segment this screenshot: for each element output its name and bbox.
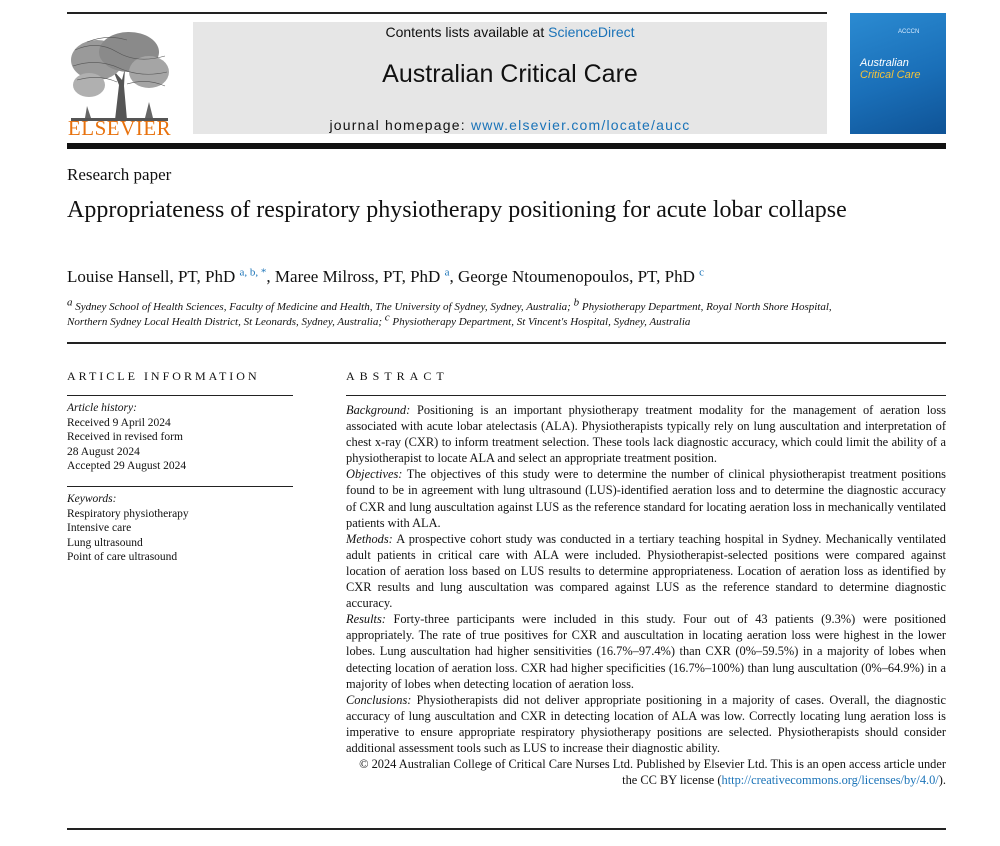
- affiliations: [67, 296, 847, 330]
- history-item: Accepted 29 August 2024: [67, 460, 187, 472]
- abstract-section-objectives: [346, 466, 946, 530]
- affiliation-text: Physiotherapy Department, Royal North Shore Hospital, Northern Sydney Local Health District, St Leonards, Sydney, Australia;: [67, 301, 832, 328]
- section-label: Objectives:: [346, 467, 403, 482]
- paper-title: Appropriateness of respiratory physiotherapy positioning for acute lobar collapse: [67, 197, 847, 223]
- abstract-section-conclusions: [346, 692, 946, 756]
- section-label: Background:: [346, 403, 411, 417]
- sciencedirect-link[interactable]: ScienceDirect: [548, 24, 635, 40]
- keywords-label: Keywords:: [67, 493, 117, 505]
- section-text: A prospective cohort study was conducted in a tertiary teaching hospital in Sydney. Mechanically ventilated adult patients in critical care with ALA were included. Physiotherapist-selected positions were compared against location of aeration loss based on LUS results to determine appropriateness. Location of aeration loss as identified by CXR results and lung auscultation was compared against LUS as the reference standard to determine diagnostic accuracy.: [346, 531, 946, 611]
- author-superscript[interactable]: a, b, *: [239, 266, 267, 279]
- abstract-section-background: [346, 402, 946, 466]
- homepage-line: [193, 117, 827, 133]
- homepage-prefix: journal homepage:: [329, 117, 471, 133]
- history-item: Received in revised form: [67, 431, 183, 443]
- history-item: Received 9 April 2024: [67, 416, 171, 429]
- abstract-rule: [346, 395, 946, 396]
- abstract-section-results: [346, 611, 946, 691]
- author-superscript[interactable]: a: [444, 266, 450, 279]
- section-label: Conclusions:: [346, 692, 412, 707]
- cc-license-link[interactable]: http://creativecommons.org/licenses/by/4.0/: [721, 773, 939, 788]
- section-label: Methods:: [346, 531, 393, 546]
- journal-homepage-link[interactable]: www.elsevier.com/locate/aucc: [470, 117, 691, 133]
- keyword[interactable]: Point of care ultrasound: [67, 551, 178, 563]
- history-label: Article history:: [67, 402, 137, 414]
- contents-prefix: Contents lists available at: [385, 24, 549, 40]
- abstract-heading: ABSTRACT: [346, 369, 449, 383]
- header-thick-rule: [67, 143, 946, 149]
- author-name[interactable]: George Ntoumenopoulos, PT, PhD: [457, 267, 695, 286]
- author-name[interactable]: Louise Hansell, PT, PhD: [67, 267, 236, 286]
- abstract-section-methods: [346, 531, 946, 611]
- section-type: Research paper: [67, 165, 172, 184]
- affiliation-marker: b: [573, 296, 580, 309]
- top-rule: [67, 12, 827, 14]
- copyright-end: ).: [938, 773, 946, 788]
- affiliation-marker: a: [67, 296, 73, 309]
- affiliation-text: Physiotherapy Department, St Vincent's Hospital, Sydney, Australia: [392, 316, 691, 328]
- section-label: Results:: [346, 612, 386, 627]
- section-text: Physiotherapists did not deliver appropriate positioning in a majority of cases. Overall, the diagnostic accuracy of lung auscultation and CXR in detecting location of ALA was low. Correctly locating lung aeration loss is imperative to ensure appropriate respiratory physiotherapy positions are selected. Physiotherapists should consider additional assessment tools such as LUS to increase their diagnostic ability.: [346, 692, 946, 755]
- cover-title: [860, 57, 921, 81]
- copyright-notice: [346, 756, 946, 788]
- cover-badge: ACCCN: [898, 29, 920, 35]
- section-text: Positioning is an important physiotherapy treatment modality for the management of aeration loss associated with acute lobar atelectasis (ALA). Physiotherapists typically rely on lung auscultation and interpretation of chest x-ray (CXR) to inform treatment selection. These tools lack diagnostic accuracy, which could limit the ability of a physiotherapist to locate ALA and select an appropriate treatment position.: [346, 403, 946, 466]
- history-item: 28 August 2024: [67, 445, 140, 458]
- author-name[interactable]: Maree Milross, PT, PhD: [274, 267, 441, 286]
- cover-title-line2: Critical Care: [860, 69, 921, 81]
- affiliation-text: Sydney School of Health Sciences, Faculty of Medicine and Health, The University of Sydney, Sydney, Australia;: [75, 301, 571, 313]
- cover-title-line1: Australian: [860, 57, 909, 69]
- author-superscript[interactable]: c: [699, 266, 705, 279]
- contents-line: [193, 24, 827, 40]
- article-info-rule: [67, 395, 293, 396]
- section-text: Forty-three participants were included in this study. Four out of 43 patients (9.3%) were positioned appropriately. The rate of true positives for CXR and auscultation in locating aeration loss were highest in the lower lobes. Lung auscultation had higher sensitivities (16.7%–97.4%) than CXR (0%–59.5%) in a majority of lobes when detecting location of aeration loss. CXR had higher specificities (16.7%–100%) than lung auscultation (0%–64.9%) in a majority of lobes when detecting location of aeration loss.: [346, 612, 946, 691]
- abstract-body: [346, 402, 946, 788]
- affiliation-marker: c: [384, 311, 390, 324]
- copyright-text: © 2024 Australian College of Critical Care Nurses Ltd. Published by Elsevier Ltd. This is an open access article under the CC BY license (: [359, 757, 946, 788]
- keyword[interactable]: Lung ultrasound: [67, 536, 143, 549]
- author-list: Louise Hansell, PT, PhD $^{a, b, *}$, Maree Milross, PT, PhD $^a$, George Ntoumenopoulos, PT, PhD $^c$: [67, 266, 705, 286]
- keyword[interactable]: Intensive care: [67, 522, 132, 534]
- keyword[interactable]: Respiratory physiotherapy: [67, 507, 189, 520]
- bottom-rule: [67, 828, 946, 830]
- journal-title: Australian Critical Care: [382, 60, 638, 88]
- article-info-heading: ARTICLE INFORMATION: [67, 369, 260, 383]
- title-block-rule: [67, 342, 946, 344]
- elsevier-wordmark[interactable]: ELSEVIER: [67, 116, 172, 140]
- section-text: The objectives of this study were to determine the number of clinical physiotherapist treatment positions found to be in agreement with lung ultrasound (LUS)-identified aeration loss and to determine the diagnostic accuracy of CXR and lung auscultation against LUS as the reference standard for locating aeration loss in mechanically ventilated patients with ALA.: [346, 467, 946, 530]
- keywords-rule: [67, 486, 293, 487]
